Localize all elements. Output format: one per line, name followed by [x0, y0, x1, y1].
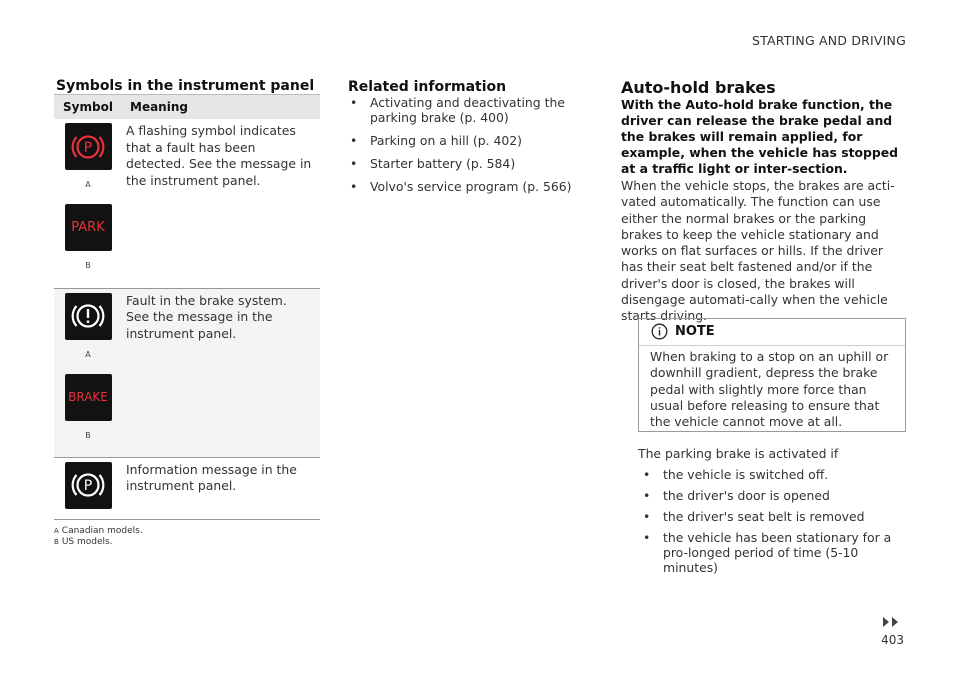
parking-brake-info-icon	[65, 462, 112, 509]
footnote-mark-a: A	[85, 349, 91, 359]
list-item: • the driver's door is opened	[641, 488, 905, 503]
autohold-body: When the vehicle stops, the brakes are acti-vated automatically. The function can use either the normal brakes or the parking brakes to keep the vehicle stationary and works on flat surfaces or hills. If the driver has their seat belt fastened and/or if the driver's door is closed, the brakes will disengage automati-cally when the vehicle starts driving.	[621, 178, 895, 324]
symbol-cell	[54, 288, 122, 457]
symbols-section-title: Symbols in the instrument panel	[56, 78, 315, 94]
footnote-mark-b: B	[85, 430, 91, 440]
related-link[interactable]: • Parking on a hill (p. 402)	[348, 133, 598, 148]
brake-fault-exclamation-icon	[65, 293, 112, 340]
svg-text:P: P	[83, 139, 93, 156]
footnote-mark-b: B	[85, 261, 91, 270]
related-link[interactable]: • Volvo's service program (p. 566)	[348, 179, 598, 194]
double-chevron-right-icon[interactable]	[879, 613, 905, 632]
meaning-cell: Information message in the instrument panel.	[122, 457, 320, 519]
info-icon	[651, 323, 668, 344]
brake-text-icon	[65, 374, 112, 421]
related-info-list	[348, 95, 598, 202]
parking-conditions-list	[641, 467, 905, 581]
table-row	[54, 288, 320, 457]
meaning-cell: Fault in the brake system. See the message in the instrument panel.	[122, 288, 320, 457]
footnote-b: $^B$ US models.	[54, 537, 113, 547]
note-header	[639, 319, 905, 346]
parking-brake-circle-icon	[65, 123, 112, 170]
footnote-a: $^A$ Canadian models.	[54, 526, 143, 536]
related-link[interactable]: • Activating and deactivating the parking brake (p. 400)	[348, 95, 598, 125]
park-text-icon	[65, 204, 112, 251]
symbols-table	[54, 94, 320, 520]
note-text: When braking to a stop on an uphill or downhill gradient, depress the brake pedal with slightly more force than usual before releasing to ensure that the vehicle cannot move at all.	[650, 349, 889, 430]
table-header-row	[54, 95, 320, 120]
meaning-cell: A flashing symbol indicates that a fault has been detected. See the message in the instrument panel.	[122, 119, 320, 288]
col-symbol-header: Symbol	[54, 95, 122, 120]
autohold-lead: With the Auto-hold brake function, the driver can release the brake pedal and the brakes will remain applied, for example, when the vehicle has stopped at a traffic light or inter-section.	[621, 97, 899, 176]
related-info-title: Related information	[348, 79, 507, 95]
section-header: STARTING AND DRIVING	[751, 33, 906, 48]
note-box	[638, 318, 906, 432]
symbol-cell	[54, 119, 122, 288]
col-meaning-header: Meaning	[122, 95, 320, 120]
park-icon-text: PARK	[71, 220, 105, 235]
list-item: • the driver's seat belt is removed	[641, 509, 905, 524]
table-row	[54, 119, 320, 288]
footnote-mark-a: A	[85, 180, 91, 189]
autohold-title: Auto-hold brakes	[621, 78, 776, 97]
note-label: NOTE	[675, 324, 715, 339]
list-item: • the vehicle has been stationary for a pro-longed period of time (5-10 minutes)	[641, 530, 905, 575]
symbol-cell	[54, 457, 122, 519]
list-item: • the vehicle is switched off.	[641, 467, 905, 482]
brake-icon-text: BRAKE	[68, 390, 108, 404]
table-footnotes	[54, 526, 143, 548]
table-row	[54, 457, 320, 519]
page-number: 403	[881, 633, 904, 647]
parking-brake-intro: The parking brake is activated if	[638, 446, 839, 461]
related-link[interactable]: • Starter battery (p. 584)	[348, 156, 598, 171]
svg-text:P: P	[83, 478, 93, 494]
